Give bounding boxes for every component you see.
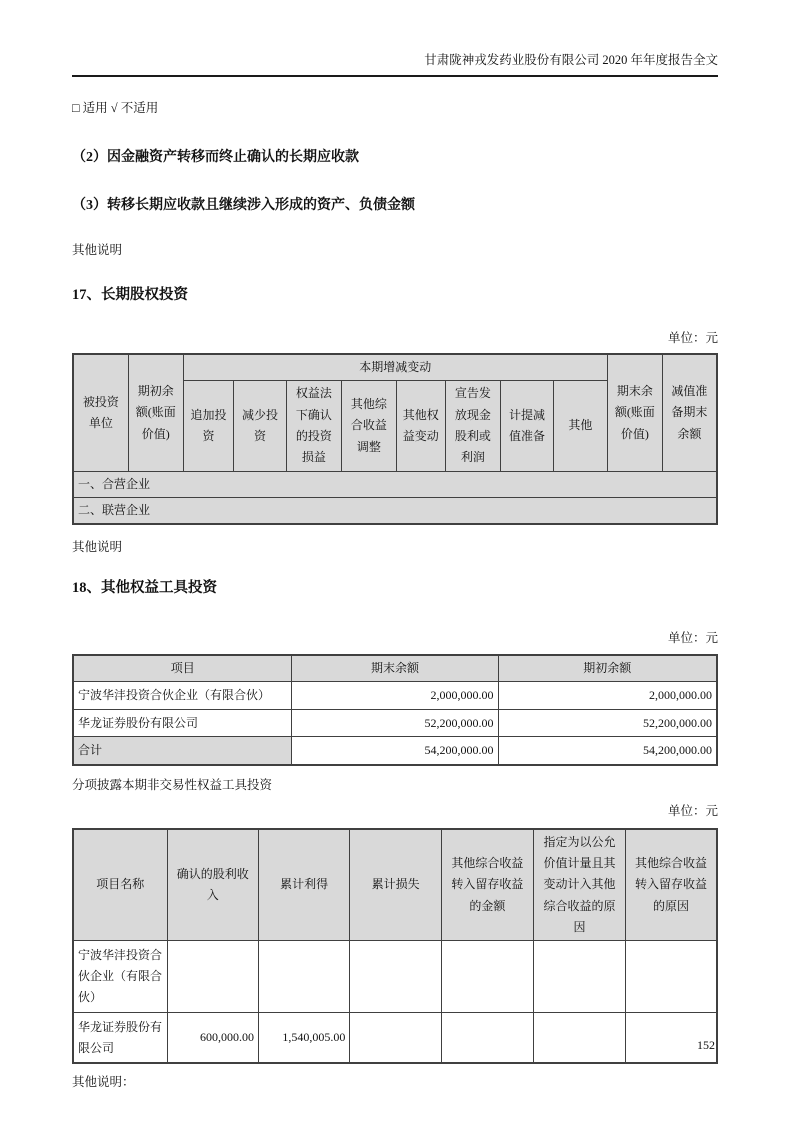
- col-opening-balance: 期初余额: [498, 655, 717, 682]
- applicability-line: □ 适用 √ 不适用: [72, 101, 159, 115]
- opening-balance-value: 52,200,000.00: [498, 710, 717, 737]
- col-item: 项目: [73, 655, 292, 682]
- other-note-b: 其他说明: [72, 539, 123, 554]
- subcol-declared-dividends: 宣告发放现金股利或利润: [445, 381, 500, 471]
- item-name: 华龙证券股份有限公司: [73, 710, 292, 737]
- page-number: 152: [697, 1038, 715, 1052]
- col-closing-balance: 期末余额: [292, 655, 498, 682]
- item-name: 宁波华沣投资合伙企业（有限合伙）: [73, 941, 167, 1013]
- oci-transferred-amount-value: [441, 941, 533, 1013]
- other-note-a: 其他说明: [72, 243, 123, 257]
- section-17-title: 17、长期股权投资: [72, 287, 188, 303]
- table-header-row: [73, 354, 717, 381]
- table-header-row: [73, 829, 717, 941]
- heading-financial-transfer: （2）因金融资产转移而终止确认的长期应收款: [72, 150, 359, 165]
- col-opening-balance: 期初余额(账面价值): [128, 354, 183, 471]
- item-name: 华龙证券股份有限公司: [73, 1013, 167, 1063]
- document-header-title: 甘肃陇神戎发药业股份有限公司 2020 年年度报告全文: [424, 53, 718, 67]
- oci-transferred-amount-value: [441, 1013, 533, 1063]
- cumulative-gain-value: [258, 941, 349, 1013]
- col-group-current-change: 本期增减变动: [183, 354, 607, 381]
- opening-balance-value: 2,000,000.00: [498, 682, 717, 710]
- long-term-equity-investment-table: [72, 353, 718, 525]
- col-oci-transferred-amount: 其他综合收益转入留存收益的金额: [441, 829, 533, 941]
- col-closing-balance: 期末余额(账面价值): [607, 354, 662, 471]
- cumulative-loss-value: [350, 1013, 441, 1063]
- closing-balance-value: 52,200,000.00: [292, 710, 498, 737]
- other-note-c: 其他说明：: [72, 1074, 135, 1089]
- unit-label-1: 单位：元: [667, 331, 718, 345]
- col-cumulative-loss: 累计损失: [350, 829, 441, 941]
- header-divider: [72, 75, 718, 77]
- total-opening-balance: 54,200,000.00: [498, 737, 717, 765]
- table-row: [73, 941, 717, 1013]
- subcol-equity-method-pl: 权益法下确认的投资损益: [286, 381, 341, 471]
- table-header-row: [73, 655, 717, 682]
- table-total-row: [73, 737, 717, 765]
- table-row: [73, 710, 717, 737]
- col-cumulative-gain: 累计利得: [258, 829, 349, 941]
- section-18-title: 18、其他权益工具投资: [72, 579, 217, 596]
- unit-label-3: 单位：元: [667, 803, 718, 818]
- table-row: [73, 682, 717, 710]
- total-closing-balance: 54,200,000.00: [292, 737, 498, 765]
- heading-receivables-transfer: （3）转移长期应收款且继续涉入形成的资产、负债金额: [72, 198, 415, 213]
- subcol-impairment-provision: 计提减值准备: [501, 381, 554, 471]
- col-recognized-dividend-income: 确认的股利收入: [167, 829, 258, 941]
- non-trading-equity-instruments-detail-table: [72, 828, 718, 1064]
- cumulative-gain-value: 1,540,005.00: [258, 1013, 349, 1063]
- row-associates: 二、联营企业: [73, 497, 717, 524]
- cumulative-loss-value: [350, 941, 441, 1013]
- total-label: 合计: [73, 737, 292, 765]
- dividend-income-value: 600,000.00: [167, 1013, 258, 1063]
- subcol-additional-investment: 追加投资: [183, 381, 234, 471]
- row-joint-ventures: 一、合营企业: [73, 471, 717, 497]
- other-equity-instruments-balance-table: [72, 654, 718, 766]
- col-impairment-closing: 减值准备期末余额: [662, 354, 717, 471]
- oci-transfer-reason-value: [625, 941, 717, 1013]
- unit-label-2: 单位：元: [667, 630, 718, 645]
- table-row: [73, 497, 717, 524]
- table-row: [73, 471, 717, 497]
- dividend-income-value: [167, 941, 258, 1013]
- col-item-name: 项目名称: [73, 829, 167, 941]
- item-name: 宁波华沣投资合伙企业（有限合伙）: [73, 682, 292, 710]
- fv-designation-reason-value: [533, 1013, 625, 1063]
- subcol-oci-adjustment: 其他综合收益调整: [342, 381, 397, 471]
- fv-designation-reason-value: [533, 941, 625, 1013]
- col-oci-transfer-reason: 其他综合收益转入留存收益的原因: [625, 829, 717, 941]
- table-row: [73, 1013, 717, 1063]
- subcol-other-equity-change: 其他权益变动: [396, 381, 445, 471]
- col-fv-designation-reason: 指定为以公允价值计量且其变动计入其他综合收益的原因: [533, 829, 625, 941]
- subcol-reduced-investment: 减少投资: [234, 381, 286, 471]
- subdisclosure-note: 分项披露本期非交易性权益工具投资: [72, 777, 273, 792]
- col-investee: 被投资单位: [73, 354, 128, 471]
- closing-balance-value: 2,000,000.00: [292, 682, 498, 710]
- subcol-other: 其他: [553, 381, 607, 471]
